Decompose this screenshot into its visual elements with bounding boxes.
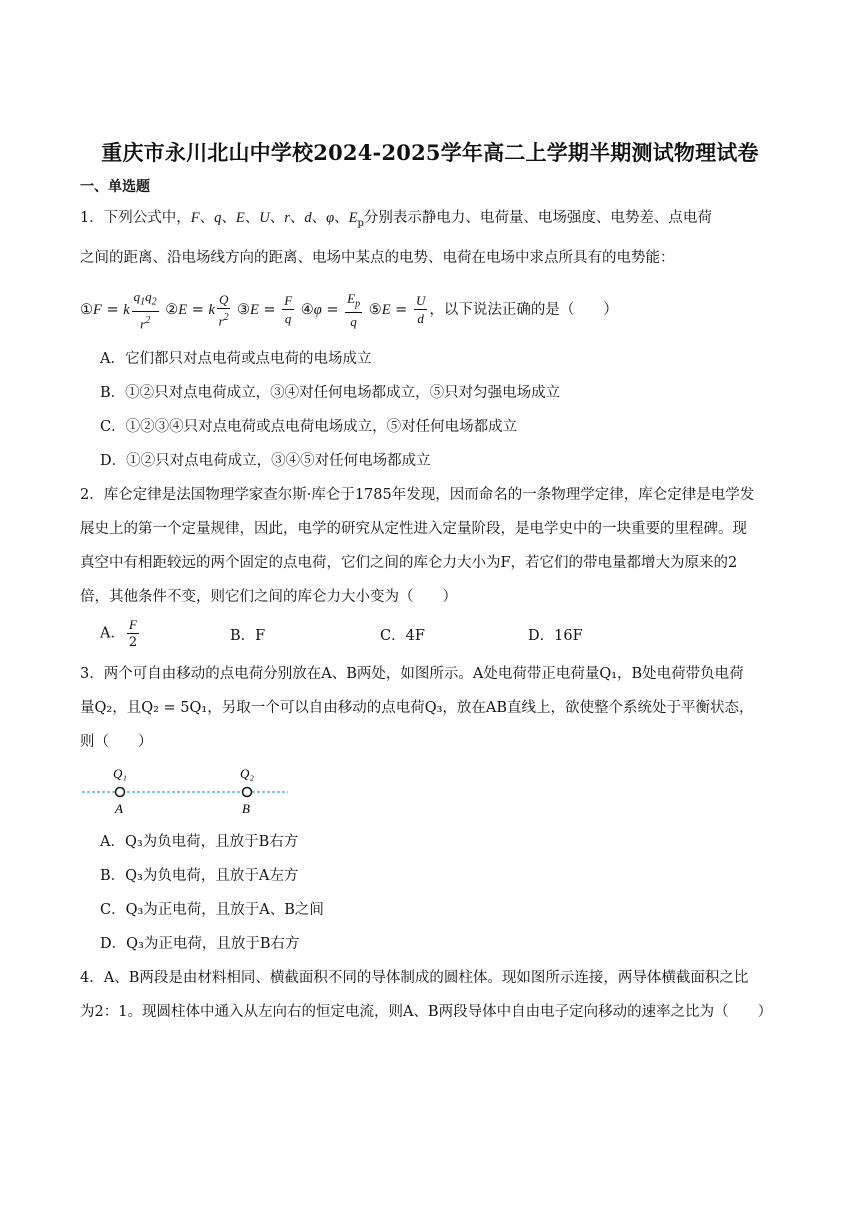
q1-line2: 之间的距离、沿电场线方向的距离、电场中某点的电势、电荷在电场中求点所具有的电势能：	[80, 250, 675, 266]
fraction-denominator: 2	[128, 635, 138, 650]
separator: 、	[269, 210, 285, 226]
symbol-d: d	[304, 210, 312, 226]
q1-formulas: ①F = k $\frac{q_1q_2}{r^2}$ ②E = k $\frac{Q}{r^2}$ ③E = $\frac{F}{q}$ ④φ = $\frac{E_p}{q}$ ⑤E = $\frac{U}{d}$ ，以下说法正确的是（ ）	[80, 289, 618, 331]
circled-2: ②	[165, 301, 179, 318]
separator: 、	[311, 210, 327, 226]
q2-option-c[interactable]: C．4F	[380, 628, 425, 644]
circled-4: ④	[300, 301, 314, 318]
q1-line1: 1．下列公式中，F、q、E、U、r、d、φ、$E_p$分别表示静电力、电荷量、电场强度、电势差、点电荷	[80, 210, 712, 229]
symbol-phi: φ	[326, 210, 335, 226]
q2-line1: 2．库仑定律是法国物理学家查尔斯·库仑于1785年发现，因而命名的一条物理学定律，库仑定律是电学发	[80, 487, 755, 503]
q1-intro: 1．下列公式中，	[80, 210, 191, 226]
q2-line2: 展史上的第一个定量规律，因此，电学的研究从定性进入定量阶段，是电学史中的一块重要的里程碑。现	[80, 521, 747, 537]
q1-intro-tail: 分别表示静电力、电荷量、电场强度、电势差、点电荷	[363, 210, 712, 226]
option-label: A．	[100, 625, 125, 642]
separator: 、	[289, 210, 305, 226]
q3-option-b[interactable]: B．Q₃为负电荷，且放于A左方	[100, 868, 299, 884]
symbol-r: r	[284, 210, 290, 226]
q1-option-d[interactable]: D．①②只对点电荷成立，③④⑤对任何电场都成立	[100, 453, 431, 469]
symbol-F: F	[190, 210, 200, 226]
symbol-q: q	[214, 210, 222, 226]
fraction-numerator: F	[128, 617, 137, 632]
label-b: B	[242, 801, 250, 816]
section-heading: 一、单选题	[80, 179, 150, 195]
q2-option-b[interactable]: B．F	[230, 628, 266, 644]
label-a: A	[115, 801, 123, 816]
separator: 、	[244, 210, 260, 226]
circled-1: ①	[80, 301, 93, 318]
symbol-E: E	[235, 210, 245, 226]
q2-option-d[interactable]: D．16F	[528, 628, 583, 644]
q1-option-b[interactable]: B．①②只对点电荷成立，③④对任何电场都成立，⑤只对匀强电场成立	[100, 385, 561, 401]
q3-option-d[interactable]: D．Q₃为正电荷，且放于B右方	[100, 936, 300, 952]
q4-line2: 为2：1。现圆柱体中通入从左向右的恒定电流，则A、B两段导体中自由电子定向移动的速率之比为（ ）	[80, 1004, 773, 1020]
q3-line3: 则（ ）	[80, 734, 153, 750]
q1-option-a[interactable]: A．它们都只对点电荷或点电荷的电场成立	[100, 351, 372, 367]
q2-option-a[interactable]	[100, 616, 141, 651]
label-q1: Q₁	[113, 766, 127, 781]
circled-5: ⑤	[368, 301, 382, 318]
separator: 、	[334, 210, 349, 226]
symbol-Ep: E	[348, 210, 358, 226]
q3-line2: 量Q₂，且Q₂ = 5Q₁，另取一个可以自由移动的点电荷Q₃，放在AB直线上，欲使整个系统处于平衡状态，	[80, 700, 754, 716]
symbol-U: U	[259, 210, 270, 226]
q3-line1: 3．两个可自由移动的点电荷分别放在A、B两处，如图所示。A处电荷带正电荷量Q₁，B处电荷带负电荷	[80, 666, 744, 682]
separator: 、	[199, 210, 215, 226]
separator: 、	[221, 210, 236, 226]
page-title: 重庆市永川北山中学校2024-2025学年高二上学期半期测试物理试卷	[101, 140, 759, 165]
label-q2: Q₂	[240, 766, 254, 781]
q4-line1: 4．A、B两段是由材料相同、横截面积不同的导体制成的圆柱体。现如图所示连接，两导体横截面积之比	[80, 970, 749, 986]
circled-3: ③	[236, 301, 250, 318]
charge-b-point	[243, 788, 252, 797]
charge-line-diagram	[80, 762, 300, 818]
q1-option-c[interactable]: C．①②③④只对点电荷或点电荷电场成立，⑤对任何电场都成立	[100, 419, 518, 435]
q3-option-c[interactable]: C．Q₃为正电荷，且放于A、B之间	[100, 902, 324, 918]
q3-figure	[80, 762, 300, 818]
q1-prompt: ，以下说法正确的是（ ）	[429, 301, 618, 318]
q3-option-a[interactable]: A．Q₃为负电荷，且放于B右方	[100, 834, 299, 850]
charge-a-point	[116, 788, 125, 797]
q2-line3: 真空中有相距较远的两个固定的点电荷，它们之间的库仑力大小为F，若它们的带电量都增大为原来的2	[80, 555, 738, 571]
q2-line4: 倍，其他条件不变，则它们之间的库仑力大小变为（ ）	[80, 589, 457, 605]
